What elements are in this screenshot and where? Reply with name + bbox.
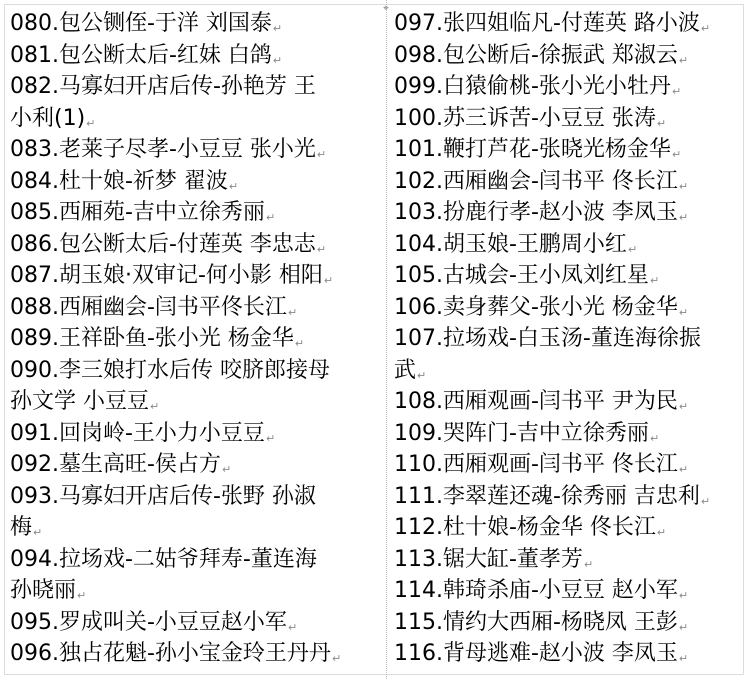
- list-item: [10, 71, 380, 103]
- paragraph-mark-icon: [584, 559, 593, 570]
- list-item: [394, 481, 746, 513]
- list-item: [10, 512, 380, 544]
- list-item: [10, 260, 380, 292]
- paragraph-mark-icon: [701, 23, 710, 34]
- list-item-text: 096.独占花魁-孙小宝金玲王丹丹: [10, 641, 331, 666]
- list-item: [394, 512, 746, 544]
- list-item: [10, 386, 380, 418]
- paragraph-mark-icon: [77, 590, 86, 601]
- paragraph-mark-icon: [288, 622, 297, 633]
- list-item-text: 090.李三娘打水后传 咬脐郎接母: [10, 357, 330, 383]
- list-item: [10, 418, 380, 450]
- list-item-text: 086.包公断太后-付莲英 李忠志: [10, 231, 316, 257]
- list-item: [10, 575, 380, 607]
- paragraph-mark-icon: [657, 527, 666, 538]
- paragraph-mark-icon: [295, 338, 304, 349]
- list-item: [394, 40, 746, 72]
- list-item-text: 小利(1): [10, 105, 86, 131]
- paragraph-mark-icon: [679, 464, 688, 475]
- list-item: [394, 197, 746, 229]
- list-item: [394, 607, 746, 639]
- paragraph-mark-icon: [332, 653, 341, 664]
- list-item-text: 112.杜十娘-杨金华 佟长江: [394, 515, 656, 540]
- list-item-text: 113.锯大缸-董孝芳: [394, 546, 583, 572]
- paragraph-mark-icon: [657, 118, 666, 129]
- list-item: [10, 8, 380, 40]
- list-item-text: 梅: [10, 515, 33, 540]
- column-divider: [386, 0, 387, 679]
- list-item: [394, 71, 746, 103]
- list-item: [394, 166, 746, 198]
- paragraph-mark-icon: [679, 212, 688, 223]
- list-item-text: 095.罗成叫关-小豆豆赵小军: [10, 609, 287, 635]
- paragraph-mark-icon: [273, 55, 282, 66]
- list-item-text: 093.马寡妇开店后传-张野 孙淑: [10, 483, 316, 509]
- paragraph-mark-icon: [679, 181, 688, 192]
- paragraph-mark-icon: [701, 496, 710, 507]
- paragraph-mark-icon: [679, 653, 688, 664]
- paragraph-mark-icon: [679, 590, 688, 601]
- paragraph-mark-icon: [273, 23, 282, 34]
- paragraph-mark-icon: [150, 401, 159, 412]
- list-item-text: 097.张四姐临凡-付莲英 路小波: [394, 11, 700, 36]
- paragraph-mark-icon: [672, 86, 681, 97]
- paragraph-mark-icon: [672, 149, 681, 160]
- list-item-text: 080.包公铡侄-于洋 刘国泰: [10, 11, 272, 36]
- column-break-icon: ⌖: [383, 3, 389, 14]
- list-item-text: 115.情约大西厢-杨晓凤 王彭: [394, 609, 678, 635]
- paragraph-mark-icon: [229, 181, 238, 192]
- list-item: [10, 449, 380, 481]
- right-column: [394, 8, 746, 670]
- list-item-text: 104.胡玉娘-王鹏周小红: [394, 231, 627, 257]
- paragraph-mark-icon: [222, 464, 231, 475]
- paragraph-mark-icon: [679, 307, 688, 318]
- list-item-text: 108.西厢观画-闫书平 尹为民: [394, 389, 678, 414]
- list-item-text: 084.杜十娘-祈梦 翟波: [10, 168, 228, 194]
- list-item: [394, 229, 746, 261]
- list-item-text: 107.拉场戏-白玉汤-董连海徐振: [394, 326, 701, 351]
- list-item: [394, 638, 746, 670]
- list-item: [394, 355, 746, 387]
- paragraph-mark-icon: [266, 433, 275, 444]
- list-item-text: 103.扮鹿行孝-赵小波 李凤玉: [394, 200, 678, 225]
- list-item: [10, 292, 380, 324]
- list-item-text: 孙文学 小豆豆: [10, 389, 149, 414]
- list-item-text: 116.背母逃难-赵小波 李凤玉: [394, 641, 678, 666]
- list-item-text: 087.胡玉娘·双审记-何小影 相阳: [10, 263, 323, 288]
- list-item-text: 109.哭阵门-吉中立徐秀丽: [394, 420, 649, 446]
- list-item-text: 101.鞭打芦花-张晓光杨金华: [394, 137, 671, 162]
- list-item: [394, 544, 746, 576]
- list-item: [10, 166, 380, 198]
- list-item: [10, 134, 380, 166]
- list-item: [10, 103, 380, 135]
- list-item: [10, 355, 380, 387]
- list-item-text: 102.西厢幽会-闫书平 佟长江: [394, 168, 678, 194]
- paragraph-mark-icon: [324, 275, 333, 286]
- list-item: [10, 197, 380, 229]
- list-item-text: 085.西厢苑-吉中立徐秀丽: [10, 200, 265, 225]
- list-item-text: 110.西厢观画-闫书平 佟长江: [394, 452, 678, 477]
- list-item: [10, 229, 380, 261]
- list-item: [394, 8, 746, 40]
- list-item-text: 089.王祥卧鱼-张小光 杨金华: [10, 326, 294, 351]
- paragraph-mark-icon: [417, 370, 426, 381]
- list-item: [10, 638, 380, 670]
- list-item: [10, 607, 380, 639]
- paragraph-mark-icon: [650, 275, 659, 286]
- list-item: [394, 103, 746, 135]
- list-item-text: 088.西厢幽会-闫书平佟长江: [10, 294, 287, 320]
- list-item: [10, 544, 380, 576]
- list-item-text: 114.韩琦杀庙-小豆豆 赵小军: [394, 578, 678, 603]
- list-item-text: 092.墓生高旺-侯占方: [10, 452, 221, 477]
- paragraph-mark-icon: [628, 244, 637, 255]
- list-item-text: 094.拉场戏-二姑爷拜寿-董连海: [10, 546, 317, 572]
- list-item-text: 081.包公断太后-红妹 白鸽: [10, 42, 272, 68]
- list-item: [394, 260, 746, 292]
- list-item-text: 082.马寡妇开店后传-孙艳芳 王: [10, 74, 316, 99]
- paragraph-mark-icon: [317, 149, 326, 160]
- list-item-text: 105.古城会-王小凤刘红星: [394, 263, 649, 288]
- list-item: [394, 418, 746, 450]
- paragraph-mark-icon: [650, 433, 659, 444]
- paragraph-mark-icon: [679, 622, 688, 633]
- list-item: [10, 323, 380, 355]
- list-item: [10, 481, 380, 513]
- list-item-text: 091.回岗岭-王小力小豆豆: [10, 420, 265, 446]
- list-item-text: 100.苏三诉苦-小豆豆 张涛: [394, 105, 656, 131]
- list-item: [394, 449, 746, 481]
- list-item: [394, 323, 746, 355]
- list-item: [394, 575, 746, 607]
- paragraph-mark-icon: [86, 118, 95, 129]
- list-item-text: 111.李翠莲还魂-徐秀丽 吉忠利: [394, 483, 700, 509]
- left-column: [10, 8, 380, 670]
- list-item-text: 武: [394, 357, 417, 383]
- list-item-text: 099.白猿偷桃-张小光小牡丹: [394, 74, 671, 99]
- list-item-text: 083.老莱子尽孝-小豆豆 张小光: [10, 137, 316, 162]
- paragraph-mark-icon: [317, 244, 326, 255]
- paragraph-mark-icon: [679, 401, 688, 412]
- paragraph-mark-icon: [266, 212, 275, 223]
- list-item: [10, 40, 380, 72]
- paragraph-mark-icon: [679, 55, 688, 66]
- list-item: [394, 386, 746, 418]
- paragraph-mark-icon: [288, 307, 297, 318]
- list-item: [394, 134, 746, 166]
- list-item-text: 106.卖身葬父-张小光 杨金华: [394, 294, 678, 320]
- list-item: [394, 292, 746, 324]
- list-item-text: 孙晓丽: [10, 578, 77, 603]
- paragraph-mark-icon: [33, 527, 42, 538]
- list-item-text: 098.包公断后-徐振武 郑淑云: [394, 42, 678, 68]
